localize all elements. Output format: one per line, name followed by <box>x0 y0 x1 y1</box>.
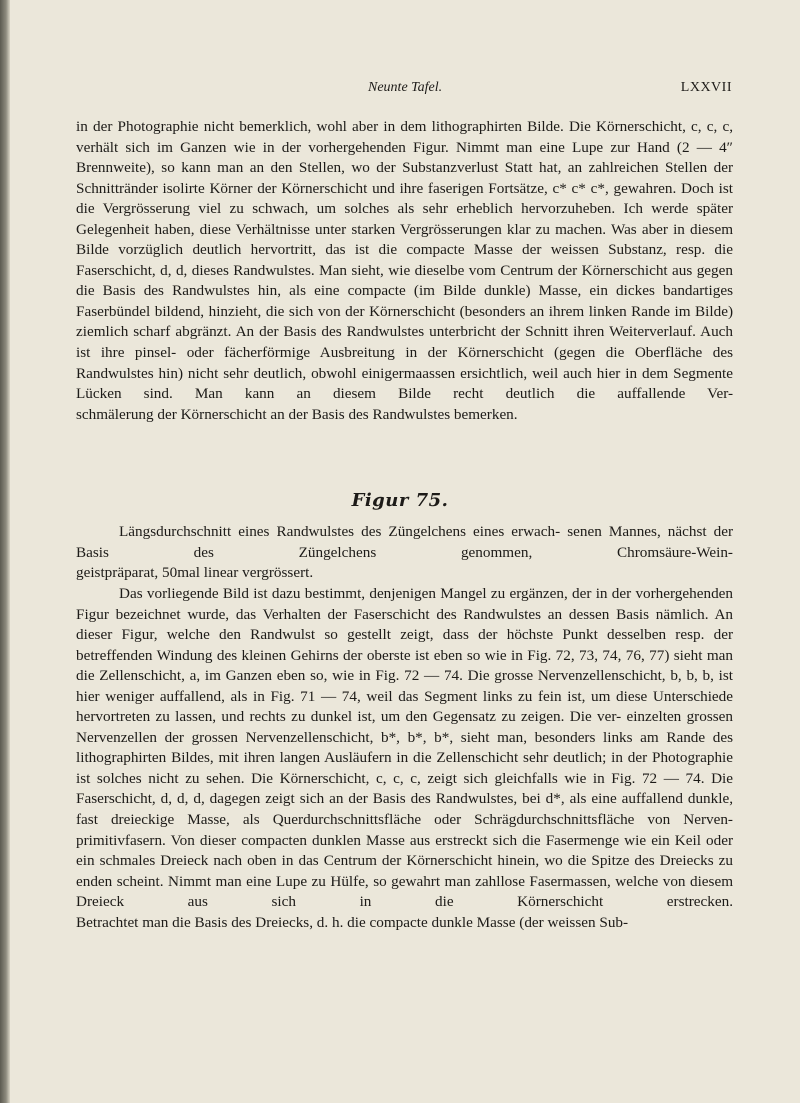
text-line: sieht man, besonders links am Rande des lithographirten Bildes, mit ihren langen Ausläufern <box>76 728 734 767</box>
text-line: Längsdurchschnitt eines Randwulstes des Züngelchens eines erwach- <box>119 523 561 540</box>
text-line: ist ihre pinsel- oder fächerförmige Ausbreitung in der Körnerschicht (gegen die Oberfläche des <box>76 344 733 362</box>
text-line: der weissen Substanz, resp. die Faserschicht, d, d, dieses Randwulstes. Man sieht, <box>76 241 733 279</box>
text-line: auffallend, als in Fig. 71 — 74, weil das Segment links zu fein ist, um diese Unterschiede <box>159 687 734 705</box>
running-title: Neunte Tafel. <box>368 80 443 95</box>
text-line: wo der Substanzverlust Statt hat, an zahlreichen Stellen der Schnittränder isolirte Körner <box>76 159 733 197</box>
paragraph-2 <box>76 584 733 933</box>
text-line: Was aber in diesem Bilde vorzüglich deutlich hervortritt, das ist die compacte Masse <box>76 220 734 259</box>
text-line: Randwulstes hin) nicht sehr deutlich, obwohl einigermaassen ersichtlich, weil auch hier in <box>76 364 638 382</box>
text-line: Das vorliegende Bild ist dazu bestimmt, denjenigen Mangel zu ergänzen, der in der <box>119 585 632 602</box>
text-line: höchste Punkt desselben resp. der betreffenden Windung des kleinen Gehirns der oberste ist <box>76 626 733 664</box>
text-line: geistpräparat, 50mal linear vergrössert. <box>76 564 314 582</box>
text-line: wie dieselbe vom Centrum der Körnerschicht aus gegen die Basis des Randwulstes hin, als <box>76 261 733 300</box>
text-line: in der Photographie nicht bemerklich, wohl aber in dem lithographirten Bilde. Die <box>76 118 591 135</box>
page-number: LXXVII <box>680 80 732 95</box>
text-line: einzelten grossen Nervenzellen der grossen Nervenzellenschicht, b*, b*, b*, <box>76 708 733 746</box>
text-line: eben so wie in Fig. 72, 73, 74, 76, 77) sieht man die Zellenschicht, a, im Ganzen eben <box>76 646 733 685</box>
book-binding-edge <box>0 0 10 1103</box>
text-line: senen Mannes, nächst der Basis des Züngelchens genommen, Chromsäure-Wein- <box>76 523 734 561</box>
text-line: dessen Basis nämlich. An dieser Figur, welche den Randwulst so gestellt zeigt, dass der <box>76 605 734 644</box>
text-line: primitivfasern. Von dieser compacten dunklen Masse aus erstreckt sich die Fasermenge wie <box>76 831 647 849</box>
page-header <box>76 80 732 102</box>
text-line: zahllose Fasermassen, welche von diesem Dreieck aus sich in die Körnerschicht erstrecken. <box>76 872 734 911</box>
text-line: vorhergehenden Figur bezeichnet wurde, das Verhalten der Faserschicht des Randwulstes an <box>76 585 733 623</box>
text-line: Betrachtet man die Basis des Dreiecks, d. h. die compacte dunkle Masse (der weissen Sub- <box>76 913 629 931</box>
text-line: Nimmt man eine Lupe zur Hand (2 — 4″ Brennweite), so kann man an den Stellen, <box>76 138 733 177</box>
text-line: ein Keil oder ein schmales Dreieck nach oben in das Centrum der Körnerschicht hinein, wo <box>76 831 734 870</box>
text-line: der Körnerschicht und ihre faserigen Fortsätze, c* c* c*, gewahren. Doch ist <box>257 179 734 197</box>
figure-caption <box>76 522 733 584</box>
text-line: die Spitze des Dreiecks zu enden scheint. Nimmt man eine Lupe zu Hülfe, so gewahrt man <box>76 852 733 890</box>
text-line: d, d, d, dagegen zeigt sich an der Basis des Randwulstes, bei d*, als eine auffallend dunkle, <box>160 790 734 808</box>
text-line: so, wie in Fig. 72 — 74. Die grosse Nervenzellenschicht, b, b, b, ist hier weniger <box>76 667 734 705</box>
text-line: Körnerschicht, c, c, c, verhält sich im Ganzen wie in der vorhergehenden Figur. <box>76 118 733 156</box>
paragraph-1 <box>76 117 733 425</box>
text-line: Körnerschicht, c, c, c, zeigt sich gleichfalls wie in Fig. 72 — 74. Die Faserschicht, <box>76 769 734 808</box>
text-line: hervortreten zu lassen, und rechts zu dunkel ist, um den Gegensatz zu zeigen. Die ver- <box>76 708 622 726</box>
text-line: abgränzt. An der Basis des Randwulstes unterbricht der Schnitt ihren Weiterverlauf. Auch <box>175 323 734 341</box>
text-line: fast dreieckige Masse, als Querdurchschnittsfläche oder Schrägdurchschnittsfläche von Nerven- <box>76 811 733 829</box>
text-line: dem Segmente Lücken sind. Man kann an diesem Bilde recht deutlich die auffallende Ver- <box>76 364 734 403</box>
text-line: in die Zellenschicht sehr deutlich; in der Photographie ist solches nicht zu sehen. Die <box>76 749 733 787</box>
figure-title: Figur 75. <box>351 490 449 511</box>
text-line: eine compacte (im Bilde dunkle) Masse, ein dickes bandartiges Faserbündel bildend, hinzieht, <box>76 282 733 320</box>
text-line: schmälerung der Körnerschicht an der Basis des Randwulstes bemerken. <box>76 405 518 423</box>
text-line: die Vergrösserung viel zu schwach, um solches als sehr erheblich hervorzuheben. Ich werde <box>76 200 689 218</box>
text-line: die sich von der Körnerschicht (besonders an ihrem linken Rande im Bilde) ziemlich scharf <box>76 302 733 341</box>
text-line: später Gelegenheit haben, diese Verhältnisse unter starken Vergrösserungen klar zu machen. <box>76 200 734 238</box>
